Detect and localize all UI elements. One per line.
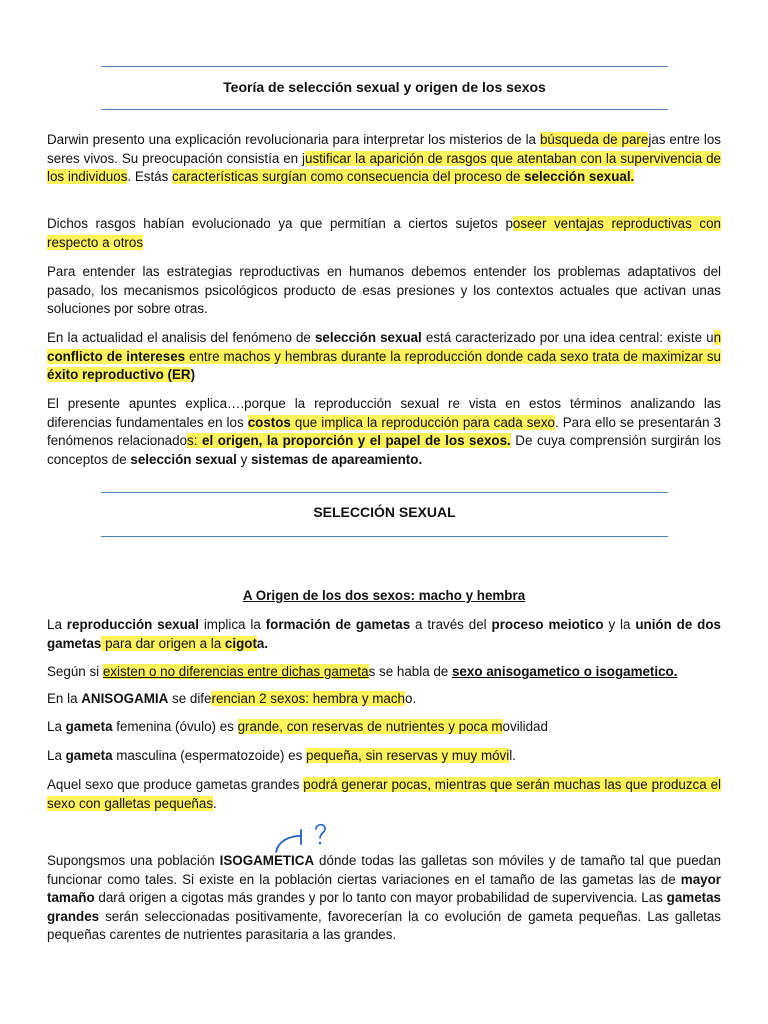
- paragraph-segun: Según si existen o no diferencias entre dichas gametas se habla de sexo anisogametico o isogametico.: [47, 664, 678, 679]
- paragraph-reproduccion: La reproducción sexual implica la formación de gametas a través del proceso meiotico y la unión de dos gametas para dar origen a la cigota.: [47, 617, 721, 651]
- document-title: Teoría de selección sexual y origen de los sexos: [223, 79, 546, 95]
- paragraph-gameta-masculina: La gameta masculina (espermatozoide) es pequeña, sin reservas y muy móvil.: [47, 748, 516, 763]
- section-bottom-rule: [101, 536, 668, 537]
- paragraph-actualidad: En la actualidad el analisis del fenómeno de selección sexual está caracterizado por una idea central: existe un conflicto de intereses entre machos y hembras durante la reproducción donde cada sexo trata de maximizar su éxito reproductivo (ER): [47, 330, 722, 382]
- paragraph-aquel-sexo: Aquel sexo que produce gametas grandes podrá generar pocas, mientras que serán muchas las que produzca el sexo con galletas pequeñas.: [47, 777, 721, 811]
- section-top-rule: [101, 492, 668, 493]
- paragraph-isogametica: Supongsmos una población ISOGAMETICA dónde todas las galletas son móviles y de tamaño tal que puedan funcionar como tales. Si existe en la población ciertas variaciones en el tamaño de las gametas las de mayor tamaño dará origen a cigotas más grandes y por lo tanto con mayor probabilidad de supervivencia. Las gametas grandes serán seleccionadas positivamente, favorecerían la co evolución de gameta pequeñas. Las galletas pequeñas carentes de nutrientes parasitaria a las grandes.: [47, 853, 721, 942]
- title-top-rule: [101, 66, 668, 67]
- title-bottom-rule: [101, 109, 668, 110]
- paragraph-gameta-femenina: La gameta femenina (óvulo) es grande, con reservas de nutrientes y poca movilidad: [47, 719, 548, 734]
- subheading-origen: A Origen de los dos sexos: macho y hembra: [242, 588, 526, 603]
- section-title: SELECCIÓN SEXUAL: [313, 504, 456, 520]
- paragraph-apuntes: El presente apuntes explica….porque la reproducción sexual re vista en estos términos analizando las diferencias fundamentales en los costos que implica la reproducción para cada sexo. Para ello se presentarán 3 fenómenos relacionados: el origen, la proporción y el papel de los sexos. De cuya comprensión surgirán los conceptos de selección sexual y sistemas de apareamiento.: [47, 396, 722, 467]
- paragraph-rasgos: Dichos rasgos habían evolucionado ya que permitían a ciertos sujetos poseer ventajas reproductivas con respecto a otros: [47, 216, 722, 250]
- paragraph-estrategias: Para entender las estrategias reproductivas en humanos debemos entender los problemas adaptativos del pasado, los mecanismos psicológicos producto de esas presiones y los contextos actuales que activan unas soluciones por sobre otras.: [47, 264, 721, 316]
- paragraph-anisogamia: En la ANISOGAMIA se diferencian 2 sexos: hembra y macho.: [47, 691, 417, 706]
- paragraph-darwin: Darwin presento una explicación revolucionaria para interpretar los misterios de la búsqueda de parejas entre los seres vivos. Su preocupación consistía en justificar la aparición de rasgos que atentaban con la supervivencia de los individuos. Estás características surgían como consecuencia del proceso de selección sexual.: [47, 132, 721, 184]
